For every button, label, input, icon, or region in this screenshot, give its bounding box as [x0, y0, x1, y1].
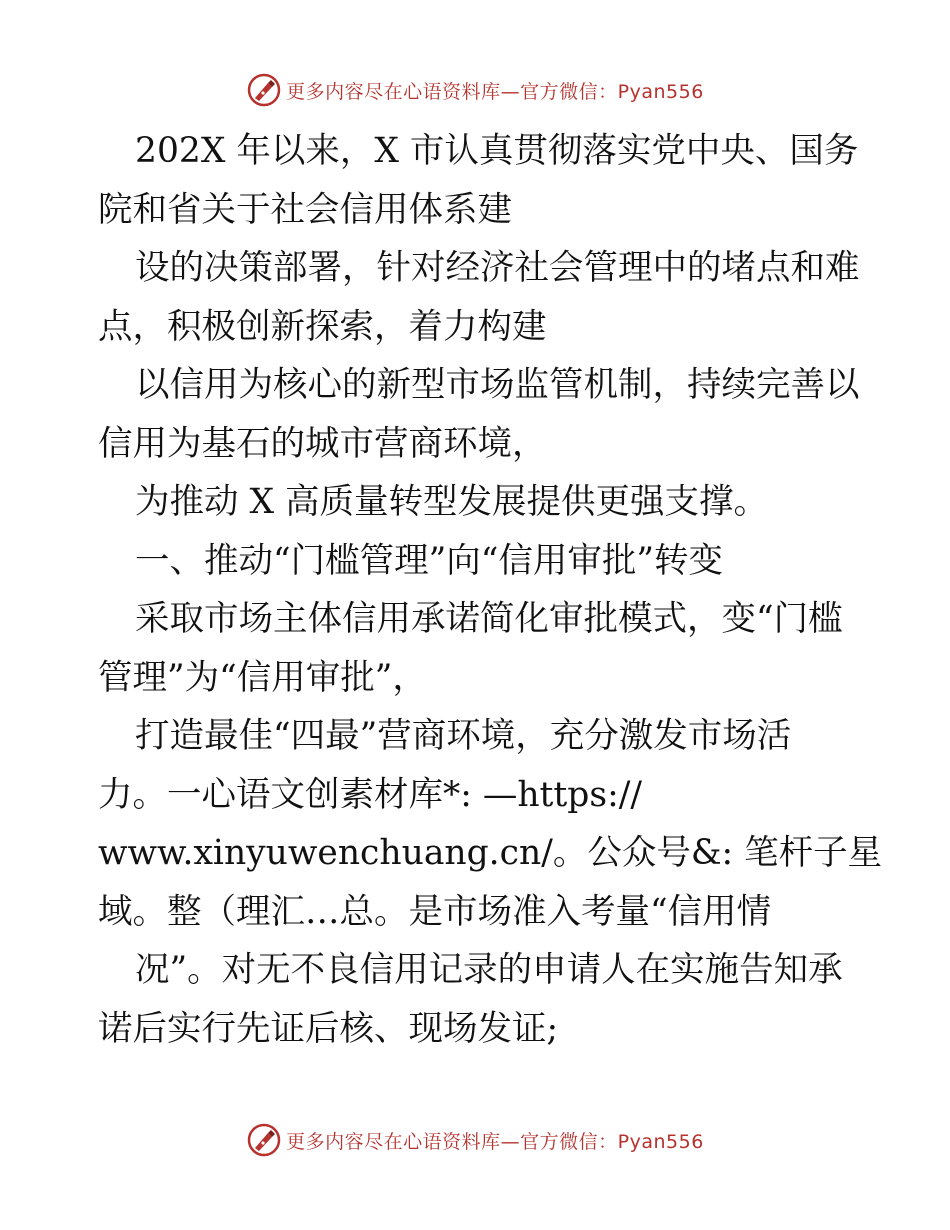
body-line: 点，积极创新探索，着力构建 — [98, 306, 547, 347]
body-line: 采取市场主体信用承诺简化审批模式，变“门槛 — [135, 599, 843, 639]
pen-nib-logo-icon — [246, 1122, 282, 1158]
body-line: www.xinyuwenchuang.cn/。公众号&: 笔杆子星 — [98, 833, 883, 873]
body-line: 为推动 X 高质量转型发展提供更强支撑。 — [135, 482, 768, 522]
header-banner — [0, 70, 950, 110]
body-line: 管理”为“信用审批”， — [98, 657, 427, 698]
section-heading: 一、推动“门槛管理”向“信用审批”转变 — [135, 540, 724, 581]
body-line: 域。整（理汇…总。是市场准入考量“信用情 — [98, 891, 772, 932]
body-line: 202X 年以来，X 市认真贯彻落实党中央、国务 — [135, 131, 859, 171]
body-line: 诺后实行先证后核、现场发证; — [98, 1008, 559, 1049]
footer-banner — [0, 1120, 950, 1160]
footer-banner-text: 更多内容尽在心语资料库—官方微信：Pyan556 — [286, 1130, 704, 1153]
body-line: 打造最佳“四最”营商环境，充分激发市场活 — [135, 716, 792, 756]
document-body — [98, 122, 883, 1058]
header-banner-text: 更多内容尽在心语资料库—官方微信：Pyan556 — [286, 80, 704, 103]
body-line: 力。一心语文创素材库*: —https:// — [98, 774, 642, 815]
pen-nib-logo-icon — [246, 72, 282, 108]
body-line: 信用为基石的城市营商环境， — [98, 423, 547, 464]
body-line: 设的决策部署，针对经济社会管理中的堵点和难 — [135, 248, 860, 288]
body-line: 以信用为核心的新型市场监管机制，持续完善以 — [135, 365, 860, 405]
body-line: 况”。对无不良信用记录的申请人在实施告知承 — [135, 950, 843, 990]
body-line: 院和省关于社会信用体系建 — [98, 189, 512, 230]
